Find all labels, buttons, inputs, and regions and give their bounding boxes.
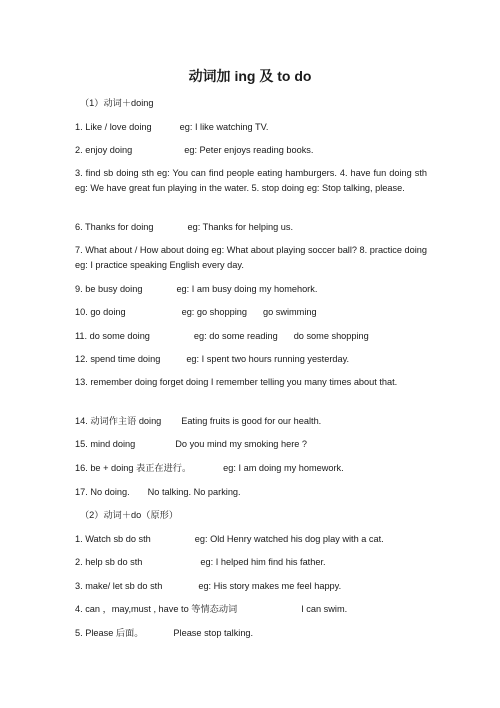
list-item: 14. 动词作主语 doing Eating fruits is good for our health. <box>75 416 322 426</box>
list-item: 3. find sb doing sth eg: You can find people eating hamburgers. 4. have fun doing sth eg: We have great fun playing in the water. 5. stop doing eg: Stop talking, please. <box>75 168 427 193</box>
list-item: 16. be + doing 表正在进行。 eg: I am doing my homework. <box>75 463 344 473</box>
list-item: 1. Watch sb do sth eg: Old Henry watched his dog play with a cat. <box>75 534 384 544</box>
list-item: 2. help sb do sth eg: I helped him find his father. <box>75 557 326 567</box>
list-item: 9. be busy doing eg: I am busy doing my homehork. <box>75 284 318 294</box>
list-item: 7. What about / How about doing eg: What about playing soccer ball? 8. practice doing eg: I practice speaking English every day. <box>75 245 427 270</box>
list-item: 15. mind doing Do you mind my smoking here ? <box>75 439 308 449</box>
list-item: 5. Please 后面。 Please stop talking. <box>75 628 254 638</box>
section-heading-do: （2）动词＋do（原形） <box>80 510 179 520</box>
list-item: 1. Like / love doing eg: I like watching TV. <box>75 122 269 132</box>
list-item: 4. can ，may,must , have to 等情态动词 I can swim. <box>75 604 348 614</box>
section-heading-doing: （1）动词＋doing <box>80 98 154 108</box>
list-item: 2. enjoy doing eg: Peter enjoys reading books. <box>75 145 314 155</box>
list-item: 3. make/ let sb do sth eg: His story makes me feel happy. <box>75 581 342 591</box>
list-item: 12. spend time doing eg: I spent two hours running yesterday. <box>75 354 350 364</box>
list-item: 17. No doing. No talking. No parking. <box>75 487 241 497</box>
page-title: 动词加 ing 及 to do <box>188 68 312 84</box>
list-item: 10. go doing eg: go shopping go swimming <box>75 307 317 317</box>
list-item: 11. do some doing eg: do some reading do some shopping <box>75 331 369 341</box>
list-item: 6. Thanks for doing eg: Thanks for helping us. <box>75 222 294 232</box>
list-item: 13. remember doing forget doing I remember telling you many times about that. <box>75 377 398 387</box>
